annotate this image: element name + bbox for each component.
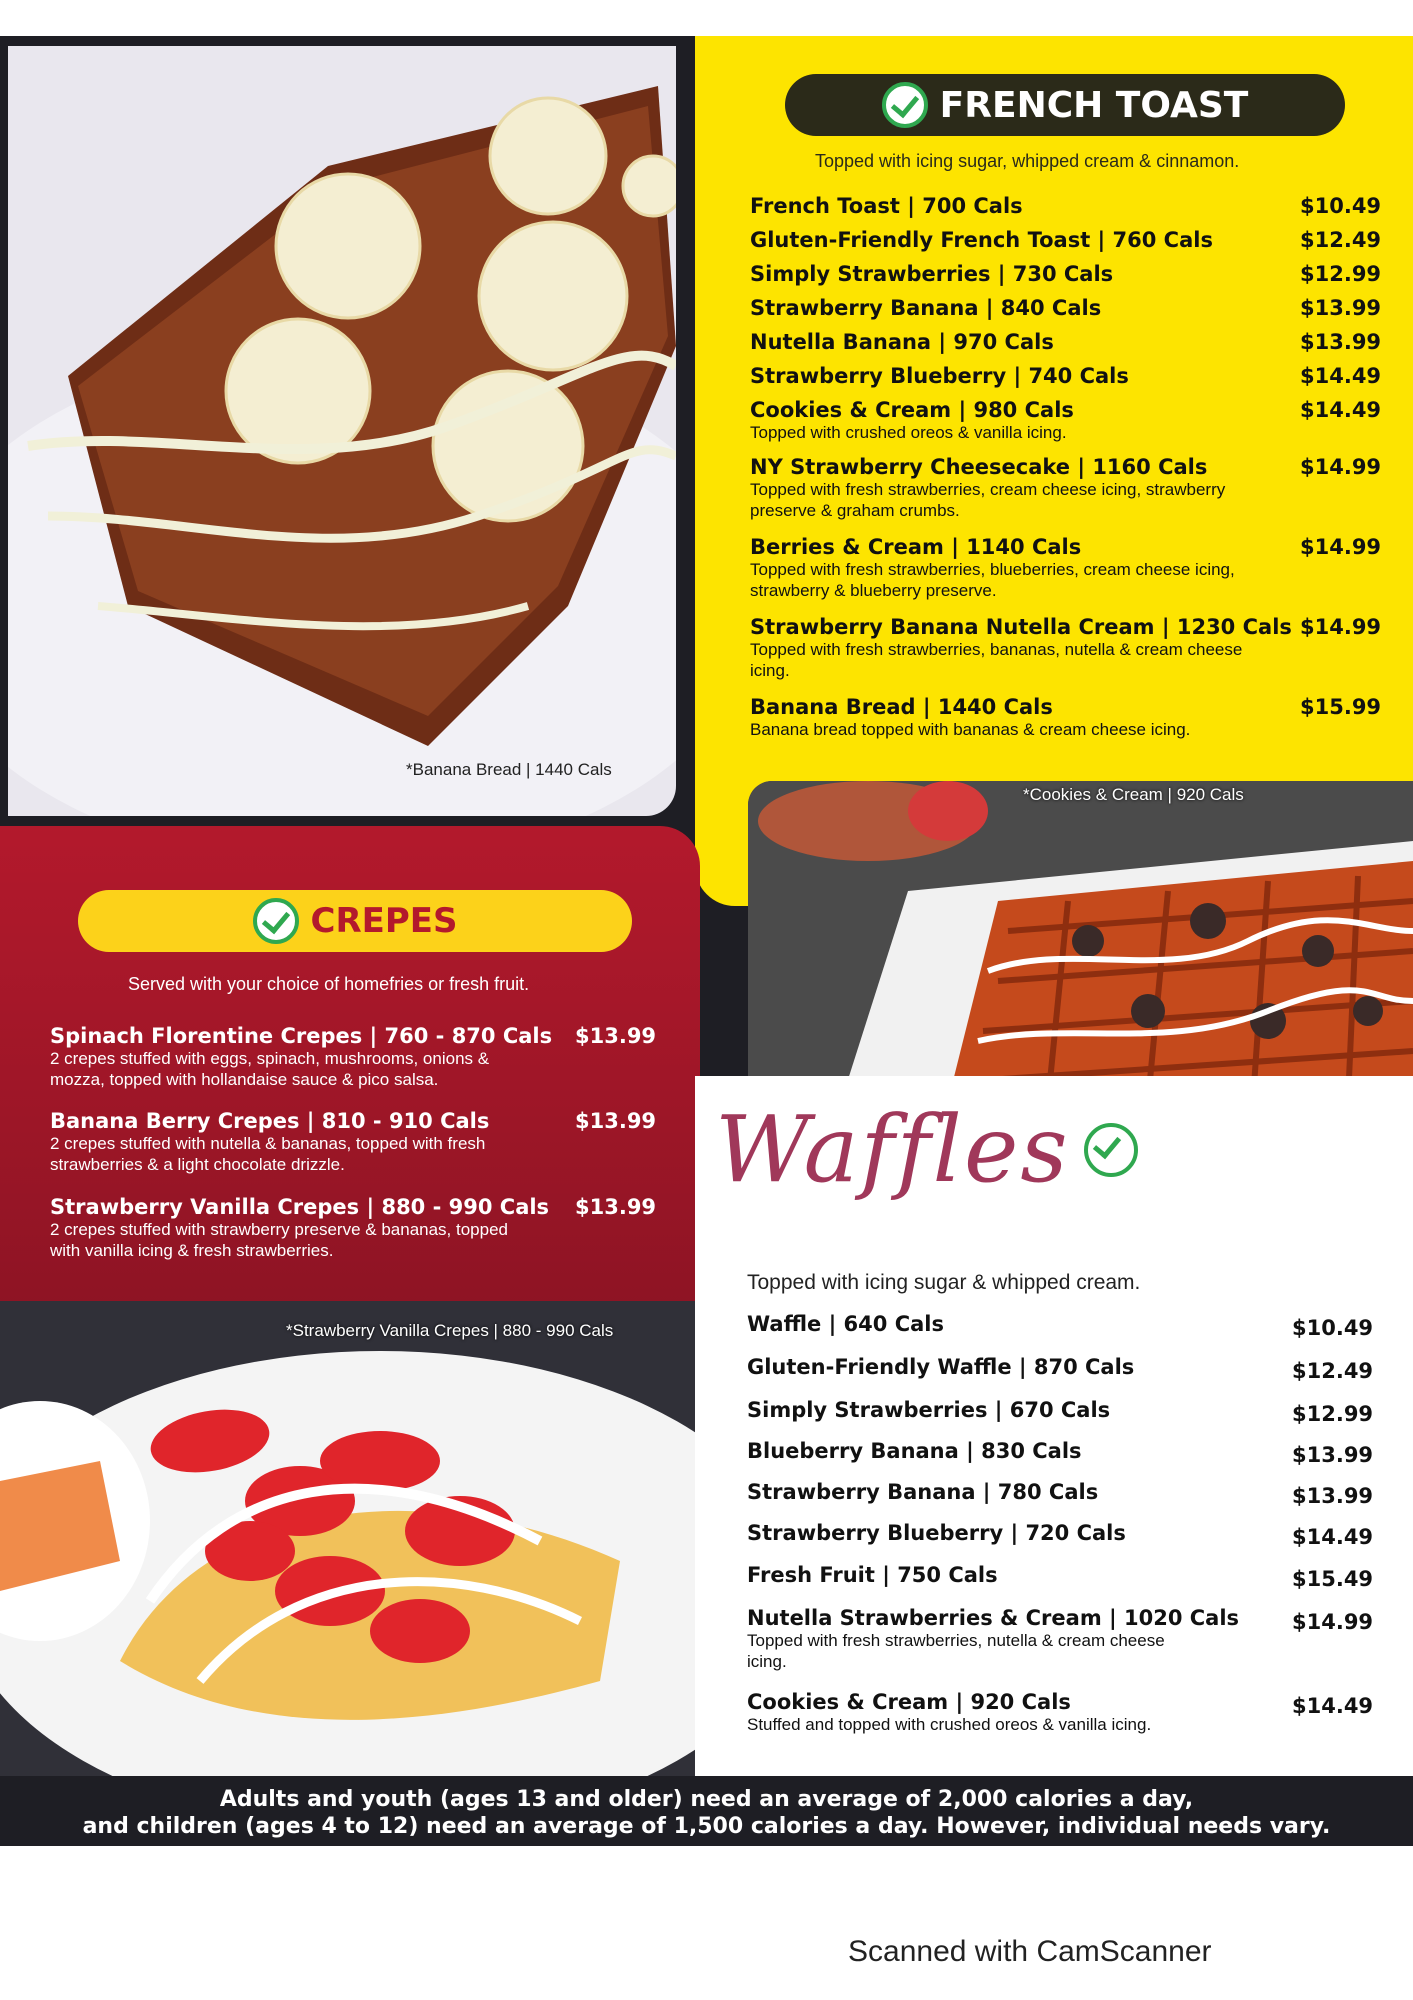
menu-item-price: $14.99: [1300, 535, 1382, 559]
menu-item-description: Topped with fresh strawberries, cream cheese icing, strawberry preserve & graham crumbs.: [750, 480, 1226, 520]
crepes-heading: [78, 890, 632, 952]
menu-item-name: Strawberry Banana | 840 Cals: [750, 296, 1102, 320]
menu-item-name: Banana Berry Crepes | 810 - 910 Cals: [50, 1109, 490, 1133]
menu-item-price: $13.99: [575, 1109, 657, 1133]
menu-item: [747, 1398, 1374, 1426]
check-icon: [882, 82, 928, 128]
menu-item-price: $14.49: [1292, 1694, 1374, 1718]
menu-item-name: Blueberry Banana | 830 Cals: [747, 1439, 1082, 1463]
french-toast-heading: [785, 74, 1345, 136]
menu-item: [750, 262, 1390, 286]
menu-item-description: Topped with fresh strawberries, nutella & cream cheese icing.: [747, 1631, 1165, 1671]
menu-item-price: $13.99: [1292, 1484, 1374, 1508]
menu-item: [747, 1480, 1374, 1508]
menu-item-price: $14.99: [1300, 615, 1382, 639]
caption-cookies-cream: *Cookies & Cream | 920 Cals: [1023, 785, 1244, 804]
menu-item-price: $13.99: [1292, 1443, 1374, 1467]
menu-item: [750, 695, 1390, 740]
camscanner-watermark: Scanned with CamScanner: [848, 1935, 1212, 1968]
menu-item-name: Waffle | 640 Cals: [747, 1312, 944, 1336]
menu-item: [750, 296, 1390, 320]
menu-item: [747, 1355, 1374, 1383]
menu-item-price: $12.99: [1300, 262, 1382, 286]
check-icon: [1084, 1123, 1138, 1177]
menu-item-price: $14.49: [1300, 398, 1382, 422]
menu-item: [50, 1109, 660, 1175]
menu-item-price: $15.99: [1300, 695, 1382, 719]
menu-item-name: Strawberry Vanilla Crepes | 880 - 990 Cals: [50, 1195, 550, 1219]
menu-item: [747, 1690, 1374, 1735]
crepes-title: CREPES: [310, 901, 458, 941]
menu-item-name: Spinach Florentine Crepes | 760 - 870 Cals: [50, 1024, 553, 1048]
menu-item-description: 2 crepes stuffed with strawberry preserve & bananas, topped with vanilla icing & fresh strawberries.: [50, 1220, 508, 1260]
menu-item: [747, 1521, 1374, 1549]
menu-item-price: $13.99: [575, 1024, 657, 1048]
french-toast-subtitle: Topped with icing sugar, whipped cream & cinnamon.: [815, 151, 1240, 171]
crepes-subtitle: Served with your choice of homefries or fresh fruit.: [128, 974, 530, 994]
menu-item-description: Topped with crushed oreos & vanilla icing.: [750, 423, 1067, 442]
menu-item-price: $14.99: [1292, 1610, 1374, 1634]
menu-item-description: Banana bread topped with bananas & cream cheese icing.: [750, 720, 1191, 739]
menu-item-description: Stuffed and topped with crushed oreos & vanilla icing.: [747, 1715, 1152, 1734]
menu-item-price: $10.49: [1300, 194, 1382, 218]
menu-item-description: 2 crepes stuffed with eggs, spinach, mushrooms, onions & mozza, topped with hollandaise sauce & pico salsa.: [50, 1049, 490, 1089]
menu-item-name: Strawberry Blueberry | 720 Cals: [747, 1521, 1126, 1545]
menu-item-name: Simply Strawberries | 670 Cals: [747, 1398, 1111, 1422]
menu-item: [50, 1195, 660, 1261]
menu-item-price: $14.49: [1292, 1525, 1374, 1549]
menu-item-price: $10.49: [1292, 1316, 1374, 1340]
menu-item-price: $12.99: [1292, 1402, 1374, 1426]
menu-item-price: $13.99: [575, 1195, 657, 1219]
menu-item: [50, 1024, 660, 1090]
menu-item-name: Simply Strawberries | 730 Cals: [750, 262, 1114, 286]
footer-line-1: Adults and youth (ages 13 and older) need an average of 2,000 calories a day,: [219, 1787, 1194, 1812]
menu-item-name: Strawberry Banana Nutella Cream | 1230 Cals: [750, 615, 1292, 639]
menu-item-price: $13.99: [1300, 330, 1382, 354]
menu-item-name: Nutella Banana | 970 Cals: [750, 330, 1054, 354]
menu-item-name: Fresh Fruit | 750 Cals: [747, 1563, 998, 1587]
waffle-illustration: [748, 781, 1413, 1111]
menu-item-name: Cookies & Cream | 980 Cals: [750, 398, 1074, 422]
menu-item-price: $14.99: [1300, 455, 1382, 479]
menu-item-name: Gluten-Friendly Waffle | 870 Cals: [747, 1355, 1135, 1379]
banana-bread-illustration: [8, 46, 676, 816]
menu-item: [747, 1312, 1374, 1340]
menu-item: [750, 330, 1390, 354]
photo-strawberry-crepes: [0, 1301, 695, 1776]
menu-item-name: Banana Bread | 1440 Cals: [750, 695, 1053, 719]
menu-item: [750, 455, 1390, 521]
menu-item-price: $14.49: [1300, 364, 1382, 388]
menu-item: [750, 398, 1390, 443]
menu-item-name: Strawberry Blueberry | 740 Cals: [750, 364, 1129, 388]
waffles-subtitle: Topped with icing sugar & whipped cream.: [747, 1271, 1141, 1294]
menu-item-price: $12.49: [1300, 228, 1382, 252]
french-toast-section: [695, 36, 1413, 906]
menu-item-price: $13.99: [1300, 296, 1382, 320]
menu-item-name: Berries & Cream | 1140 Cals: [750, 535, 1082, 559]
photo-cookies-cream-waffle: [748, 781, 1413, 1111]
crepes-section: [0, 826, 700, 1306]
menu-page: [0, 36, 1413, 1846]
waffles-title: Waffles: [715, 1096, 1138, 1203]
waffles-section: [695, 1076, 1413, 1776]
menu-item-description: Topped with fresh strawberries, blueberries, cream cheese icing, strawberry & blueberry preserve.: [750, 560, 1235, 600]
menu-item-description: Topped with fresh strawberries, bananas, nutella & cream cheese icing.: [750, 640, 1243, 680]
menu-item-description: 2 crepes stuffed with nutella & bananas, topped with fresh strawberries & a light chocolate drizzle.: [50, 1134, 486, 1174]
footer-line-2: and children (ages 4 to 12) need an average of 1,500 calories a day. However, individual needs vary.: [82, 1814, 1331, 1839]
menu-item: [750, 535, 1390, 601]
menu-item-price: $15.49: [1292, 1567, 1374, 1591]
menu-item-name: Strawberry Banana | 780 Cals: [747, 1480, 1099, 1504]
crepes-illustration: [0, 1301, 695, 1776]
menu-item: [750, 364, 1390, 388]
menu-item: [747, 1439, 1374, 1467]
check-icon: [253, 898, 299, 944]
french-toast-title: FRENCH TOAST: [939, 84, 1249, 126]
menu-item: [750, 228, 1390, 252]
menu-item-name: Cookies & Cream | 920 Cals: [747, 1690, 1071, 1714]
photo-banana-bread: [8, 46, 676, 816]
menu-item: [750, 194, 1390, 218]
menu-item-name: French Toast | 700 Cals: [750, 194, 1023, 218]
calorie-footer: [0, 1778, 1413, 1846]
menu-item: [750, 615, 1390, 681]
menu-item-price: $12.49: [1292, 1359, 1374, 1383]
menu-item: [747, 1563, 1374, 1591]
menu-item-name: Gluten-Friendly French Toast | 760 Cals: [750, 228, 1213, 252]
caption-strawberry-crepes: *Strawberry Vanilla Crepes | 880 - 990 Cals: [286, 1321, 614, 1340]
menu-item-name: Nutella Strawberries & Cream | 1020 Cals: [747, 1606, 1240, 1630]
menu-item-name: NY Strawberry Cheesecake | 1160 Cals: [750, 455, 1208, 479]
caption-banana-bread: *Banana Bread | 1440 Cals: [406, 760, 612, 779]
menu-item: [747, 1606, 1374, 1672]
